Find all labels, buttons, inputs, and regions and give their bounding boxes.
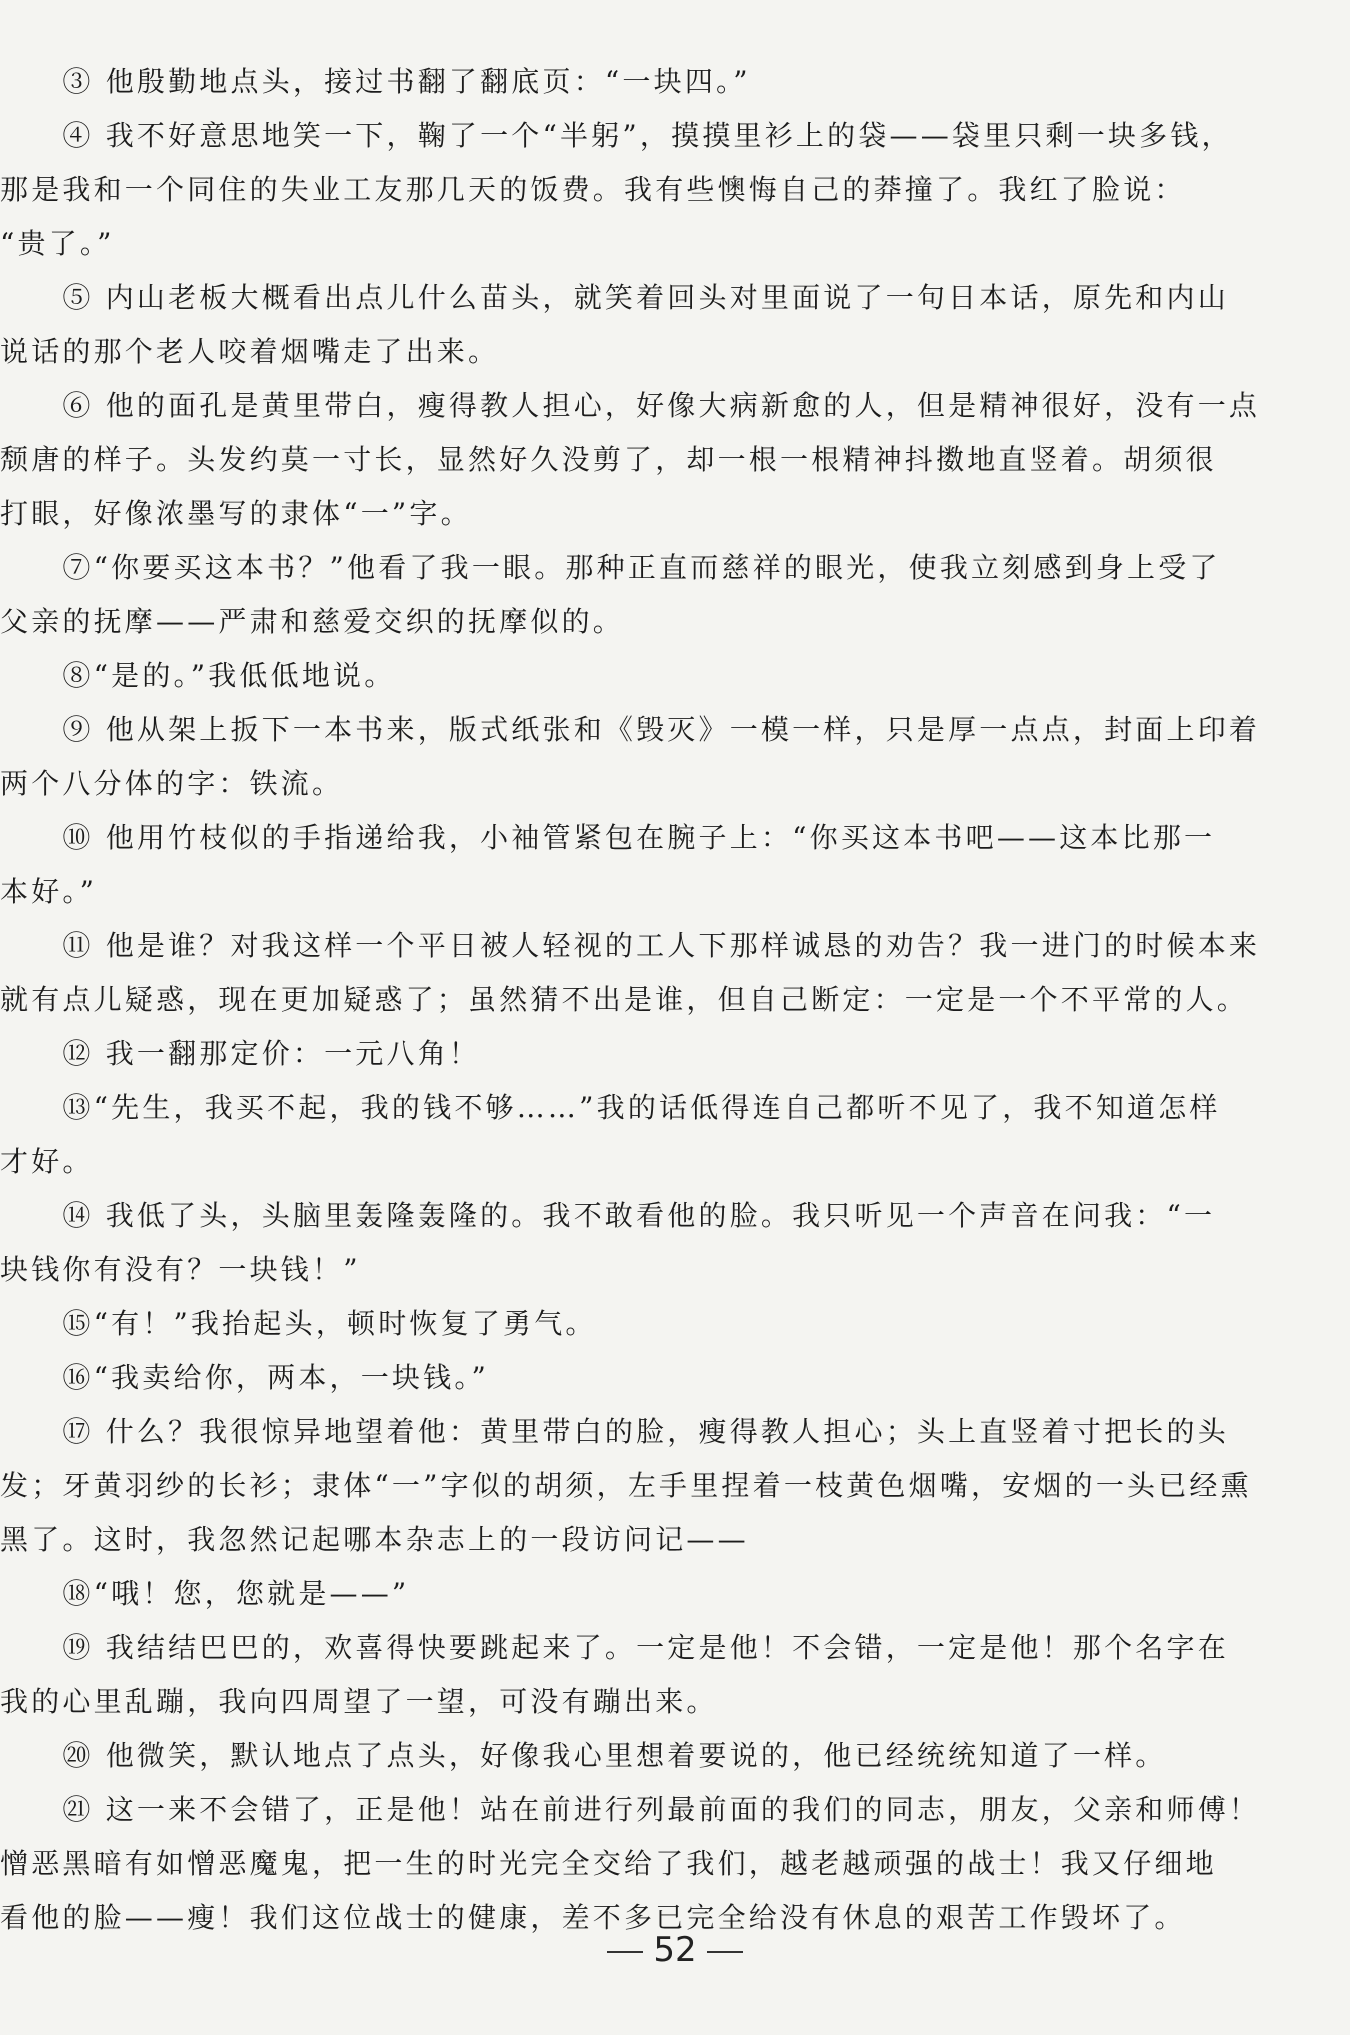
page-number bbox=[0, 1930, 1350, 1970]
text-line: ⑬“先生，我买不起，我的钱不够……”我的话低得连自己都听不见了，我不知道怎样 bbox=[0, 1091, 1221, 1124]
text-line: ⑭ 我低了头，头脑里轰隆轰隆的。我不敢看他的脸。我只听见一个声音在问我：“一 bbox=[0, 1199, 1216, 1232]
text-line: 我的心里乱蹦，我向四周望了一望，可没有蹦出来。 bbox=[0, 1685, 718, 1718]
text-line: “贵了。” bbox=[0, 227, 115, 260]
text-line: ⑯“我卖给你，两本，一块钱。” bbox=[0, 1361, 490, 1394]
text-line: ④ 我不好意思地笑一下，鞠了一个“半躬”，摸摸里衫上的袋——袋里只剩一块多钱， bbox=[0, 119, 1233, 152]
text-line: 父亲的抚摩——严肃和慈爱交织的抚摩似的。 bbox=[0, 605, 625, 638]
text-line: ⑤ 内山老板大概看出点儿什么苗头，就笑着回头对里面说了一句日本话，原先和内山 bbox=[0, 281, 1229, 314]
text-line: ⑱“哦！您，您就是——” bbox=[0, 1577, 410, 1610]
text-line: ㉑ 这一来不会错了，正是他！站在前进行列最前面的我们的同志，朋友，父亲和师傅！ bbox=[0, 1793, 1261, 1826]
text-line: 憎恶黑暗有如憎恶魔鬼，把一生的时光完全交给了我们，越老越顽强的战士！我又仔细地 bbox=[0, 1847, 1217, 1880]
page-number-left-dash bbox=[607, 1951, 643, 1953]
text-line: ⑪ 他是谁？对我这样一个平日被人轻视的工人下那样诚恳的劝告？我一进门的时候本来 bbox=[0, 929, 1261, 962]
page-number-value: 52 bbox=[653, 1930, 697, 1970]
text-line: 黑了。这时，我忽然记起哪本杂志上的一段访问记—— bbox=[0, 1523, 749, 1556]
text-line: 打眼，好像浓墨写的隶体“一”字。 bbox=[0, 497, 472, 530]
text-line: 说话的那个老人咬着烟嘴走了出来。 bbox=[0, 335, 500, 368]
text-line: ⑳ 他微笑，默认地点了点头，好像我心里想着要说的，他已经统统知道了一样。 bbox=[0, 1739, 1167, 1772]
text-line: 就有点儿疑惑，现在更加疑惑了；虽然猜不出是谁，但自己断定：一定是一个不平常的人。 bbox=[0, 983, 1249, 1016]
text-line: 本好。” bbox=[0, 875, 98, 908]
text-line: ⑮“有！”我抬起头，顿时恢复了勇气。 bbox=[0, 1307, 597, 1340]
text-line: ⑰ 什么？我很惊异地望着他：黄里带白的脸，瘦得教人担心；头上直竖着寸把长的头 bbox=[0, 1415, 1229, 1448]
text-line: 块钱你有没有？一块钱！” bbox=[0, 1253, 361, 1286]
text-line: ⑫ 我一翻那定价：一元八角！ bbox=[0, 1037, 481, 1070]
text-line: ⑦“你要买这本书？”他看了我一眼。那种正直而慈祥的眼光，使我立刻感到身上受了 bbox=[0, 551, 1221, 584]
text-line: 发；牙黄羽纱的长衫；隶体“一”字似的胡须，左手里捏着一枝黄色烟嘴，安烟的一头已经熏 bbox=[0, 1469, 1252, 1502]
text-line: 颓唐的样子。头发约莫一寸长，显然好久没剪了，却一根一根精神抖擞地直竖着。胡须很 bbox=[0, 443, 1217, 476]
body-text bbox=[0, 55, 1285, 1945]
text-line: ③ 他殷勤地点头，接过书翻了翻底页：“一块四。” bbox=[0, 65, 751, 98]
text-line: 两个八分体的字：铁流。 bbox=[0, 767, 344, 800]
text-line: ⑧“是的。”我低低地说。 bbox=[0, 659, 396, 692]
text-line: ⑩ 他用竹枝似的手指递给我，小袖管紧包在腕子上：“你买这本书吧——这本比那一 bbox=[0, 821, 1216, 854]
text-line: ⑲ 我结结巴巴的，欢喜得快要跳起来了。一定是他！不会错，一定是他！那个名字在 bbox=[0, 1631, 1229, 1664]
text-line: 看他的脸——瘦！我们这位战士的健康，差不多已完全给没有休息的艰苦工作毁坏了。 bbox=[0, 1901, 1186, 1934]
text-line: 才好。 bbox=[0, 1145, 94, 1178]
text-line: ⑨ 他从架上扳下一本书来，版式纸张和《毁灭》一模一样，只是厚一点点，封面上印着 bbox=[0, 713, 1261, 746]
text-line: 那是我和一个同住的失业工友那几天的饭费。我有些懊悔自己的莽撞了。我红了脸说： bbox=[0, 173, 1186, 206]
page-number-right-dash bbox=[707, 1951, 743, 1953]
text-line: ⑥ 他的面孔是黄里带白，瘦得教人担心，好像大病新愈的人，但是精神很好，没有一点 bbox=[0, 389, 1261, 422]
